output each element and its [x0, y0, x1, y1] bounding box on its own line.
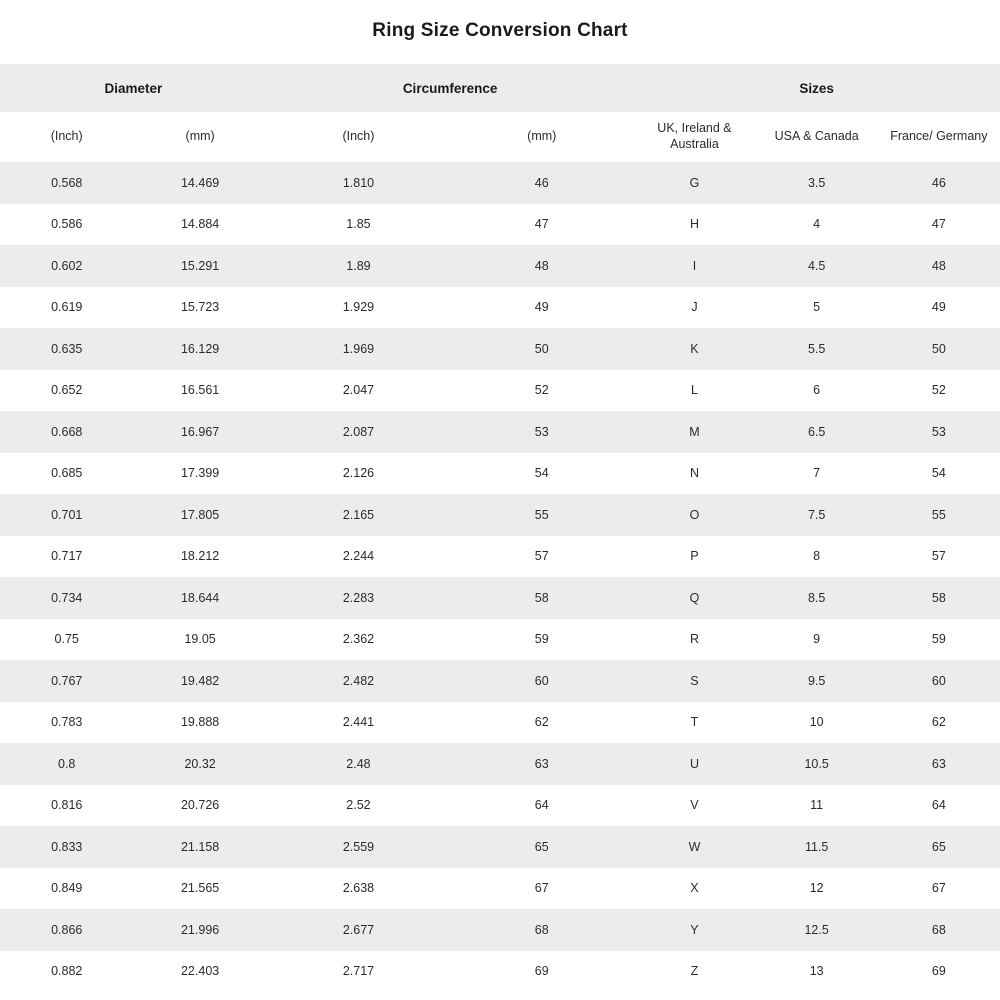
page-title: Ring Size Conversion Chart	[372, 20, 628, 41]
table-row	[0, 287, 1000, 329]
column-header-france-germany: France/ Germany	[878, 112, 1000, 162]
cell-circumference-inch: 2.717	[267, 951, 450, 993]
cell-circumference-inch: 1.85	[267, 204, 450, 246]
table-row	[0, 619, 1000, 661]
cell-size-uk: M	[633, 411, 755, 453]
cell-size-france-germany: 64	[878, 785, 1000, 827]
cell-size-france-germany: 68	[878, 909, 1000, 951]
cell-circumference-mm: 63	[450, 743, 633, 785]
cell-circumference-mm: 65	[450, 826, 633, 868]
cell-diameter-mm: 16.967	[133, 411, 266, 453]
cell-diameter-mm: 19.05	[133, 619, 266, 661]
cell-size-usa: 5.5	[756, 328, 878, 370]
cell-size-uk: G	[633, 162, 755, 204]
cell-size-france-germany: 54	[878, 453, 1000, 495]
cell-size-uk: K	[633, 328, 755, 370]
cell-diameter-inch: 0.701	[0, 494, 133, 536]
table-row	[0, 370, 1000, 412]
cell-diameter-mm: 21.996	[133, 909, 266, 951]
cell-size-france-germany: 69	[878, 951, 1000, 993]
cell-diameter-mm: 15.291	[133, 245, 266, 287]
cell-size-usa: 5	[756, 287, 878, 329]
cell-size-uk: T	[633, 702, 755, 744]
cell-size-usa: 4.5	[756, 245, 878, 287]
cell-circumference-inch: 2.482	[267, 660, 450, 702]
cell-diameter-inch: 0.833	[0, 826, 133, 868]
cell-size-usa: 13	[756, 951, 878, 993]
cell-circumference-inch: 2.126	[267, 453, 450, 495]
cell-diameter-inch: 0.717	[0, 536, 133, 578]
cell-diameter-mm: 14.884	[133, 204, 266, 246]
table-body	[0, 162, 1000, 992]
cell-circumference-inch: 1.969	[267, 328, 450, 370]
cell-size-uk: H	[633, 204, 755, 246]
table-row	[0, 577, 1000, 619]
cell-size-uk: S	[633, 660, 755, 702]
cell-size-uk: W	[633, 826, 755, 868]
table-row	[0, 162, 1000, 204]
cell-size-usa: 12	[756, 868, 878, 910]
table-row	[0, 785, 1000, 827]
cell-diameter-mm: 16.129	[133, 328, 266, 370]
table-row	[0, 328, 1000, 370]
cell-size-france-germany: 49	[878, 287, 1000, 329]
cell-size-france-germany: 48	[878, 245, 1000, 287]
cell-diameter-inch: 0.8	[0, 743, 133, 785]
cell-diameter-inch: 0.635	[0, 328, 133, 370]
column-header-uk-ireland-australia: UK, Ireland & Australia	[633, 112, 755, 162]
cell-circumference-inch: 2.441	[267, 702, 450, 744]
table-row	[0, 826, 1000, 868]
group-header-diameter: Diameter	[0, 64, 267, 112]
cell-size-usa: 11	[756, 785, 878, 827]
cell-size-usa: 8	[756, 536, 878, 578]
column-header-diameter-inch: (Inch)	[0, 112, 133, 162]
group-header-circumference: Circumference	[267, 64, 634, 112]
table-sub-header-row	[0, 112, 1000, 162]
cell-size-france-germany: 55	[878, 494, 1000, 536]
cell-circumference-inch: 2.48	[267, 743, 450, 785]
cell-size-france-germany: 67	[878, 868, 1000, 910]
cell-diameter-mm: 20.726	[133, 785, 266, 827]
table-group-header-row	[0, 64, 1000, 112]
cell-size-france-germany: 60	[878, 660, 1000, 702]
cell-size-usa: 9.5	[756, 660, 878, 702]
cell-diameter-mm: 16.561	[133, 370, 266, 412]
cell-diameter-mm: 15.723	[133, 287, 266, 329]
column-header-circumference-inch: (Inch)	[267, 112, 450, 162]
table-row	[0, 453, 1000, 495]
cell-size-uk: L	[633, 370, 755, 412]
table-row	[0, 909, 1000, 951]
cell-circumference-inch: 2.677	[267, 909, 450, 951]
table-row	[0, 660, 1000, 702]
cell-size-france-germany: 62	[878, 702, 1000, 744]
cell-diameter-mm: 18.644	[133, 577, 266, 619]
cell-diameter-inch: 0.849	[0, 868, 133, 910]
cell-diameter-inch: 0.866	[0, 909, 133, 951]
group-header-sizes: Sizes	[633, 64, 1000, 112]
table-header	[0, 64, 1000, 162]
cell-diameter-inch: 0.668	[0, 411, 133, 453]
cell-size-usa: 7	[756, 453, 878, 495]
cell-circumference-mm: 49	[450, 287, 633, 329]
cell-diameter-inch: 0.568	[0, 162, 133, 204]
cell-diameter-inch: 0.652	[0, 370, 133, 412]
cell-circumference-mm: 69	[450, 951, 633, 993]
cell-circumference-mm: 57	[450, 536, 633, 578]
cell-circumference-inch: 1.929	[267, 287, 450, 329]
cell-diameter-mm: 20.32	[133, 743, 266, 785]
cell-circumference-inch: 2.638	[267, 868, 450, 910]
table-row	[0, 743, 1000, 785]
cell-diameter-inch: 0.783	[0, 702, 133, 744]
cell-diameter-mm: 17.399	[133, 453, 266, 495]
cell-circumference-inch: 2.244	[267, 536, 450, 578]
cell-size-usa: 9	[756, 619, 878, 661]
column-header-circumference-mm: (mm)	[450, 112, 633, 162]
cell-circumference-mm: 46	[450, 162, 633, 204]
cell-diameter-inch: 0.75	[0, 619, 133, 661]
table-row	[0, 702, 1000, 744]
cell-diameter-mm: 19.888	[133, 702, 266, 744]
cell-size-france-germany: 59	[878, 619, 1000, 661]
cell-size-france-germany: 46	[878, 162, 1000, 204]
cell-size-uk: R	[633, 619, 755, 661]
column-header-usa-canada: USA & Canada	[756, 112, 878, 162]
cell-size-uk: P	[633, 536, 755, 578]
cell-size-usa: 3.5	[756, 162, 878, 204]
cell-size-usa: 10	[756, 702, 878, 744]
cell-size-usa: 8.5	[756, 577, 878, 619]
table-row	[0, 204, 1000, 246]
cell-size-france-germany: 50	[878, 328, 1000, 370]
cell-diameter-mm: 22.403	[133, 951, 266, 993]
table-row	[0, 494, 1000, 536]
cell-size-usa: 10.5	[756, 743, 878, 785]
cell-circumference-mm: 55	[450, 494, 633, 536]
table-row	[0, 868, 1000, 910]
cell-circumference-inch: 2.52	[267, 785, 450, 827]
cell-size-france-germany: 47	[878, 204, 1000, 246]
cell-size-france-germany: 65	[878, 826, 1000, 868]
cell-circumference-mm: 52	[450, 370, 633, 412]
cell-diameter-mm: 18.212	[133, 536, 266, 578]
cell-size-uk: V	[633, 785, 755, 827]
cell-circumference-mm: 50	[450, 328, 633, 370]
cell-diameter-inch: 0.586	[0, 204, 133, 246]
cell-size-uk: N	[633, 453, 755, 495]
cell-diameter-inch: 0.816	[0, 785, 133, 827]
cell-circumference-inch: 2.283	[267, 577, 450, 619]
cell-circumference-mm: 67	[450, 868, 633, 910]
cell-diameter-inch: 0.619	[0, 287, 133, 329]
cell-size-usa: 6.5	[756, 411, 878, 453]
table-row	[0, 245, 1000, 287]
cell-size-france-germany: 53	[878, 411, 1000, 453]
cell-size-uk: X	[633, 868, 755, 910]
cell-size-uk: U	[633, 743, 755, 785]
cell-circumference-mm: 54	[450, 453, 633, 495]
cell-diameter-mm: 17.805	[133, 494, 266, 536]
table-row	[0, 411, 1000, 453]
cell-size-usa: 7.5	[756, 494, 878, 536]
cell-diameter-inch: 0.882	[0, 951, 133, 993]
cell-size-usa: 11.5	[756, 826, 878, 868]
cell-size-france-germany: 52	[878, 370, 1000, 412]
cell-diameter-mm: 21.565	[133, 868, 266, 910]
cell-circumference-mm: 59	[450, 619, 633, 661]
cell-circumference-mm: 53	[450, 411, 633, 453]
cell-diameter-mm: 14.469	[133, 162, 266, 204]
cell-circumference-inch: 2.559	[267, 826, 450, 868]
cell-size-uk: Z	[633, 951, 755, 993]
cell-circumference-inch: 2.362	[267, 619, 450, 661]
cell-size-usa: 6	[756, 370, 878, 412]
cell-size-france-germany: 57	[878, 536, 1000, 578]
cell-size-uk: I	[633, 245, 755, 287]
table-row	[0, 536, 1000, 578]
cell-circumference-mm: 47	[450, 204, 633, 246]
cell-circumference-mm: 62	[450, 702, 633, 744]
cell-size-uk: J	[633, 287, 755, 329]
cell-size-uk: Y	[633, 909, 755, 951]
cell-circumference-inch: 2.047	[267, 370, 450, 412]
cell-circumference-inch: 2.165	[267, 494, 450, 536]
cell-circumference-inch: 1.810	[267, 162, 450, 204]
cell-size-uk: Q	[633, 577, 755, 619]
column-header-diameter-mm: (mm)	[133, 112, 266, 162]
table-row	[0, 951, 1000, 993]
cell-diameter-mm: 21.158	[133, 826, 266, 868]
cell-size-france-germany: 63	[878, 743, 1000, 785]
cell-circumference-mm: 68	[450, 909, 633, 951]
cell-circumference-mm: 64	[450, 785, 633, 827]
cell-diameter-mm: 19.482	[133, 660, 266, 702]
cell-size-usa: 4	[756, 204, 878, 246]
cell-circumference-mm: 60	[450, 660, 633, 702]
cell-size-usa: 12.5	[756, 909, 878, 951]
cell-circumference-inch: 2.087	[267, 411, 450, 453]
cell-circumference-mm: 48	[450, 245, 633, 287]
cell-circumference-mm: 58	[450, 577, 633, 619]
cell-diameter-inch: 0.685	[0, 453, 133, 495]
cell-size-uk: O	[633, 494, 755, 536]
cell-size-france-germany: 58	[878, 577, 1000, 619]
cell-diameter-inch: 0.602	[0, 245, 133, 287]
cell-circumference-inch: 1.89	[267, 245, 450, 287]
cell-diameter-inch: 0.734	[0, 577, 133, 619]
cell-diameter-inch: 0.767	[0, 660, 133, 702]
ring-size-conversion-table	[0, 64, 1000, 992]
